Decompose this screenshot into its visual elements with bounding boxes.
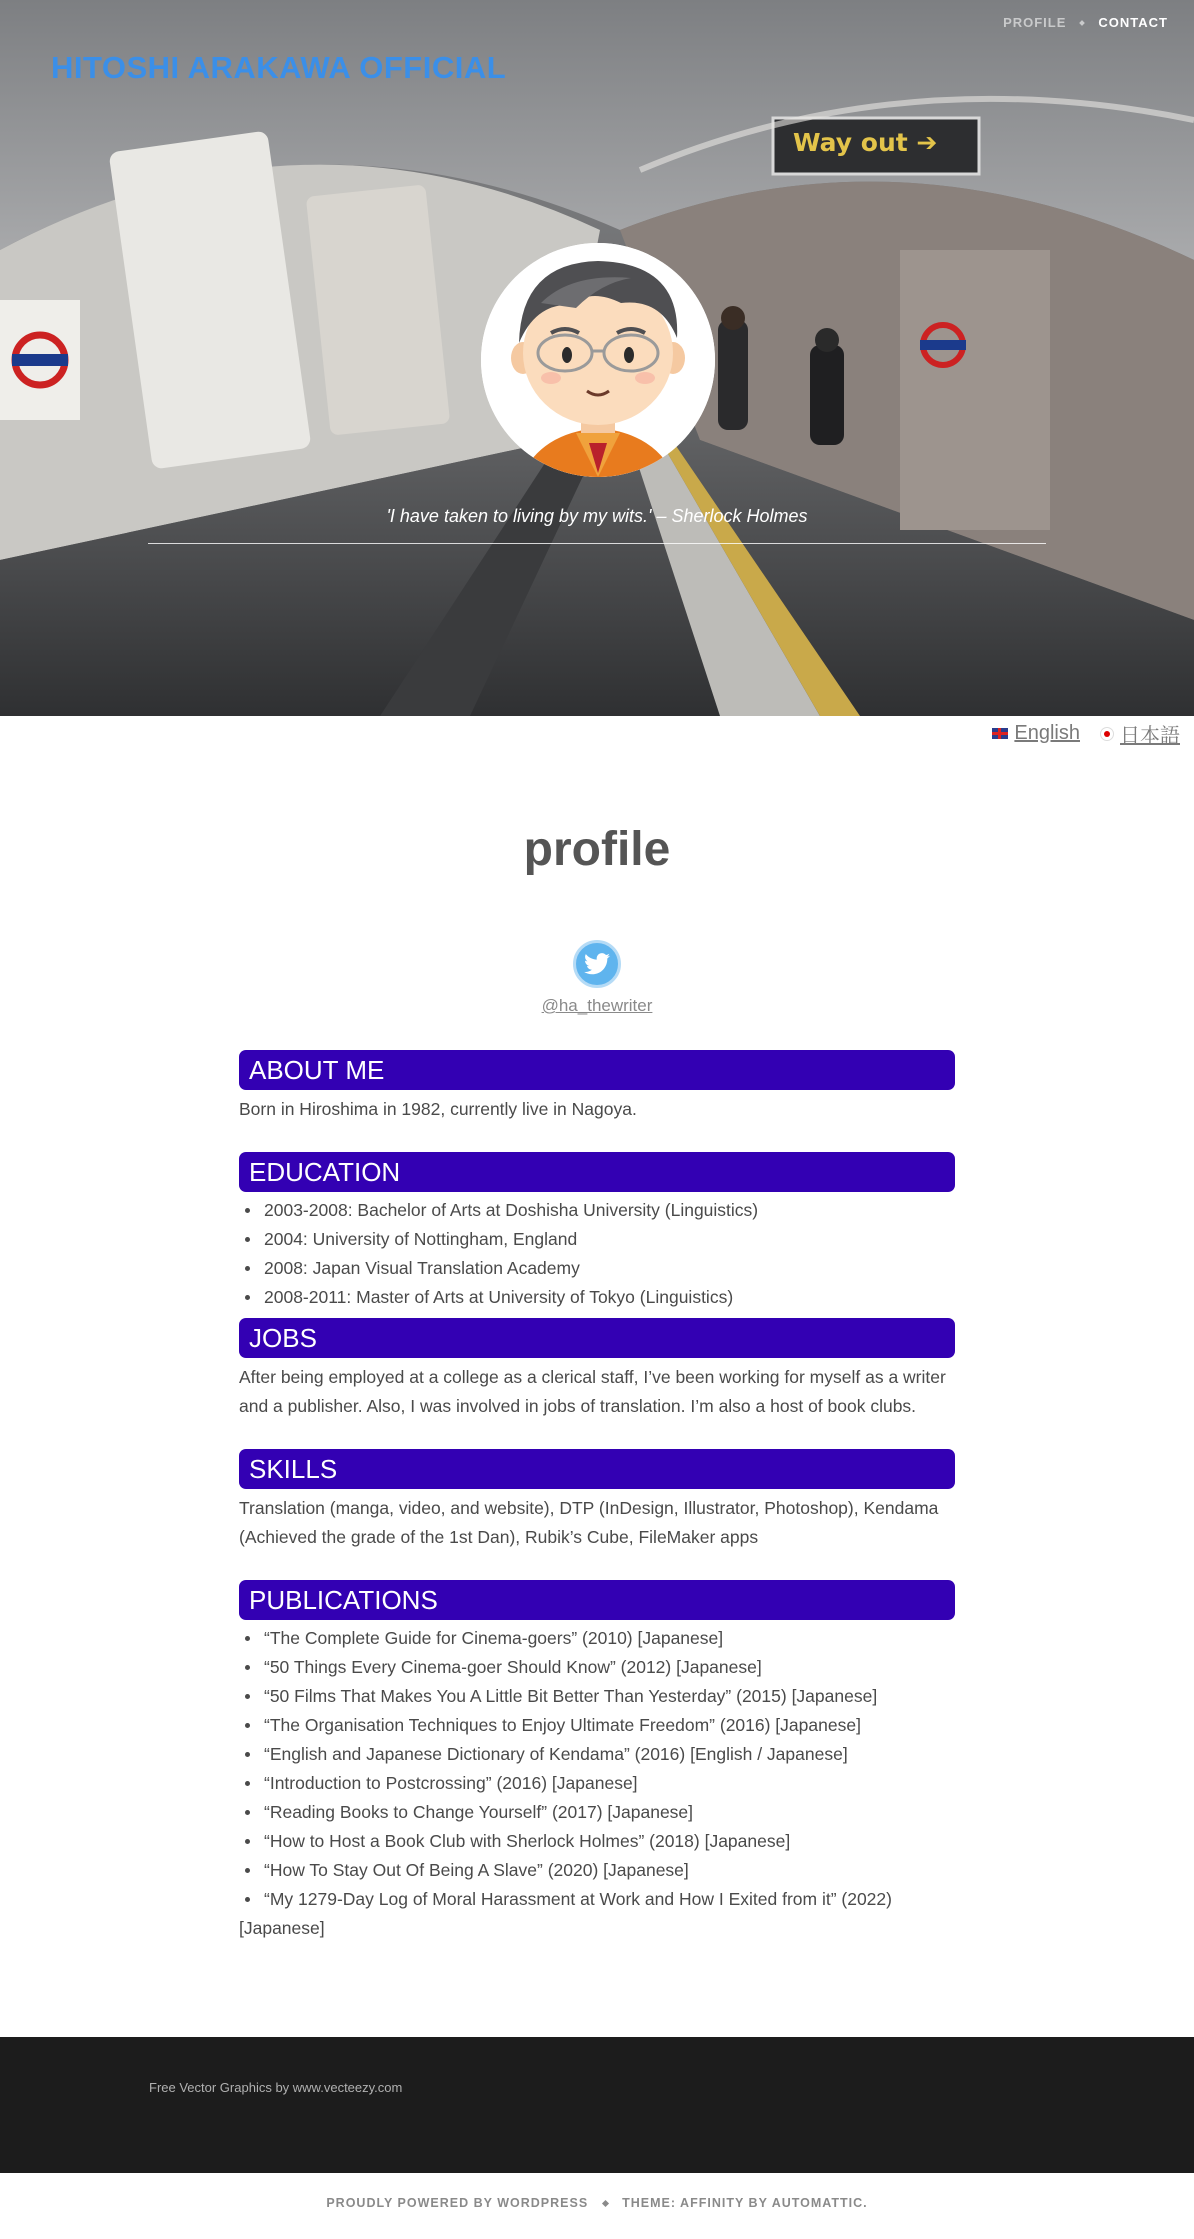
avatar [481, 243, 715, 477]
language-english-link[interactable] [992, 719, 1080, 748]
footer-widget-area [0, 2037, 1194, 2173]
list-item: 2003-2008: Bachelor of Arts at Doshisha University (Linguistics) [239, 1196, 955, 1225]
twitter-button[interactable] [573, 940, 621, 988]
avatar-illustration-icon [481, 243, 715, 477]
hero-banner [0, 0, 1194, 716]
list-item: “How To Stay Out Of Being A Slave” (2020) [Japanese] [239, 1856, 955, 1885]
language-japanese-link[interactable] [1100, 719, 1180, 748]
language-japanese-label: 日本語 [1120, 725, 1180, 747]
footer-separator [602, 2200, 609, 2207]
twitter-handle-link[interactable]: @ha_thewriter [541, 996, 653, 1015]
site-title[interactable]: HITOSHI ARAKAWA OFFICIAL [51, 50, 507, 85]
japan-flag-icon [1100, 727, 1114, 741]
footer-credit-text: Free Vector Graphics by www.vecteezy.com [149, 2080, 403, 2095]
list-item: 2008-2011: Master of Arts at University of Tokyo (Linguistics) [239, 1283, 955, 1312]
top-navigation [1003, 15, 1168, 30]
page-title: profile [523, 823, 671, 876]
section-header-publications: PUBLICATIONS [239, 1580, 955, 1620]
list-item: “Reading Books to Change Yourself” (2017) [Japanese] [239, 1798, 955, 1827]
list-item: “50 Things Every Cinema-goer Should Know” (2012) [Japanese] [239, 1653, 955, 1682]
list-item: “How to Host a Book Club with Sherlock Holmes” (2018) [Japanese] [239, 1827, 955, 1856]
site-info [0, 2196, 1194, 2210]
list-item: “The Complete Guide for Cinema-goers” (2010) [Japanese] [239, 1624, 955, 1653]
nav-contact-link[interactable]: CONTACT [1098, 15, 1168, 30]
list-item: 2008: Japan Visual Translation Academy [239, 1254, 955, 1283]
section-header-jobs: JOBS [239, 1318, 955, 1358]
section-header-about: ABOUT ME [239, 1050, 955, 1090]
language-switcher [992, 719, 1180, 748]
section-header-education: EDUCATION [239, 1152, 955, 1192]
twitter-bird-icon [584, 953, 610, 975]
powered-by-wordpress-link[interactable]: PROUDLY POWERED BY WORDPRESS [326, 2196, 589, 2210]
section-header-skills: SKILLS [239, 1449, 955, 1489]
hero-quote: 'I have taken to living by my wits.' – Sherlock Holmes [386, 506, 808, 526]
jobs-text: After being employed at a college as a clerical staff, I’ve been working for myself as a writer and a publisher. Also, I was involved in jobs of translation. I’m also a host of book clubs. [239, 1367, 946, 1416]
way-out-sign: Way out ➔ [793, 128, 938, 157]
uk-flag-icon [992, 728, 1008, 739]
about-text: Born in Hiroshima in 1982, currently live in Nagoya. [239, 1099, 637, 1119]
publications-list [239, 1624, 955, 1943]
list-item: “Introduction to Postcrossing” (2016) [Japanese] [239, 1769, 955, 1798]
list-item: “My 1279-Day Log of Moral Harassment at Work and How I Exited from it” (2022) [Japanese] [239, 1885, 955, 1943]
nav-separator [1080, 20, 1086, 26]
list-item: 2004: University of Nottingham, England [239, 1225, 955, 1254]
list-item: “English and Japanese Dictionary of Kendama” (2016) [English / Japanese] [239, 1740, 955, 1769]
list-item: “The Organisation Techniques to Enjoy Ultimate Freedom” (2016) [Japanese] [239, 1711, 955, 1740]
profile-content [239, 1050, 955, 1943]
language-english-label: English [1014, 722, 1080, 744]
hero-divider [148, 543, 1046, 544]
list-item: “50 Films That Makes You A Little Bit Better Than Yesterday” (2015) [Japanese] [239, 1682, 955, 1711]
theme-link[interactable]: THEME: AFFINITY BY AUTOMATTIC. [622, 2196, 868, 2210]
education-list [239, 1196, 955, 1312]
skills-text: Translation (manga, video, and website), DTP (InDesign, Illustrator, Photoshop), Kendama (Achieved the grade of the 1st Dan), Rubik’s Cube, FileMaker apps [239, 1498, 939, 1547]
nav-profile-link[interactable]: PROFILE [1003, 15, 1067, 30]
